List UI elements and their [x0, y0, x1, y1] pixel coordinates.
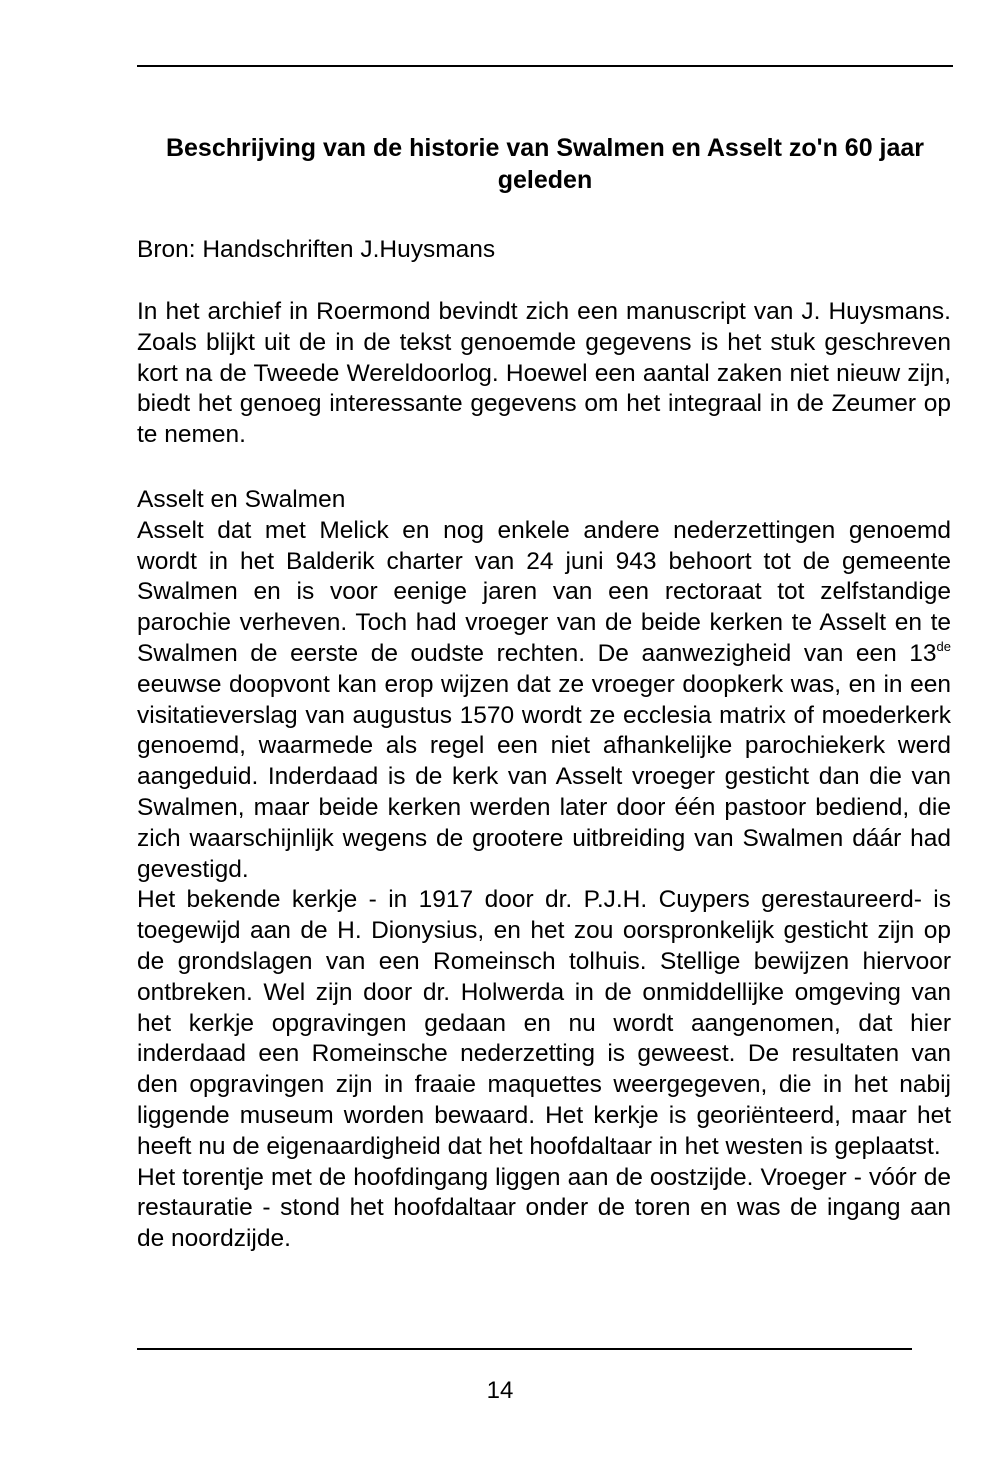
source-line: Bron: Handschriften J.Huysmans: [137, 236, 496, 263]
paragraph-2: Het bekende kerkje - in 1917 door dr. P.J.H. Cuypers gerestaureerd- is toegewijd aan de H. Dionysius, en het zou oorspronkelijk gesticht zijn op de grondslagen van een Romeinsch tolhuis. Stellige bewijzen hiervoor ontbreken. Wel zijn door dr. Holwerda in de onmiddellijke omgeving van het kerkje opgravingen gedaan en nu wordt aangenomen, dat hier inderdaad een Romeinsche nederzetting is geweest. De resultaten van den opgravingen zijn in fraaie maquettes weergegeven, die in het nabij liggende museum worden bewaard. Het kerkje is georiënteerd, maar het heeft nu de eigenaardigheid dat het hoofdaltaar in het westen is geplaatst.: [137, 886, 951, 1160]
paragraph-3: Het torentje met de hoofdingang liggen aan de oostzijde. Vroeger - vóór de restauratie - stond het hoofdaltaar onder de toren en was de ingang aan de noordzijde.: [137, 1163, 951, 1253]
page-title: Beschrijving van de historie van Swalmen en Asselt zo'n 60 jaar geleden: [165, 134, 925, 194]
section-heading: Asselt en Swalmen: [137, 486, 346, 513]
page-number: 14: [486, 1377, 514, 1404]
ordinal-superscript: de: [936, 638, 951, 654]
top-rule: [137, 65, 953, 67]
bottom-rule: [137, 1348, 912, 1350]
intro-paragraph: [137, 297, 951, 451]
paragraph-1-text-a: Asselt dat met Melick en nog enkele andere nederzettingen genoemd wordt in het Balderik charter van 24 juni 943 behoort tot de gemeente Swalmen en is voor eenige jaren van een rectoraat tot zelfstandige parochie verheven. Toch had vroeger van de beide kerken te Asselt en te Swalmen de eerste de oudste rechten. De aanwezigheid van een 13: [137, 516, 951, 667]
section-asselt-swalmen: [137, 485, 951, 1255]
paragraph-1-text-b: eeuwse doopvont kan erop wijzen dat ze vroeger doopkerk was, en in een visitatieverslag van augustus 1570 wordt ze ecclesia matrix of moederkerk genoemd, waarmede als regel een niet afhankelijke parochiekerk werd aangeduid. Inderdaad is de kerk van Asselt vroeger gesticht dan die van Swalmen, maar beide kerken werden later door één pastoor bediend, die zich waarschijnlijk wegens de grootere uitbreiding van Swalmen dáár had gevestigd.: [137, 670, 951, 883]
intro-text: In het archief in Roermond bevindt zich een manuscript van J. Huysmans. Zoals blijkt uit de in de tekst genoemde gegevens is het stuk geschreven kort na de Tweede Wereldoorlog. Hoewel een aantal zaken niet nieuw zijn, biedt het genoeg interessante gegevens om het integraal in de Zeumer op te nemen.: [137, 298, 951, 449]
paragraph-1: [137, 516, 951, 886]
